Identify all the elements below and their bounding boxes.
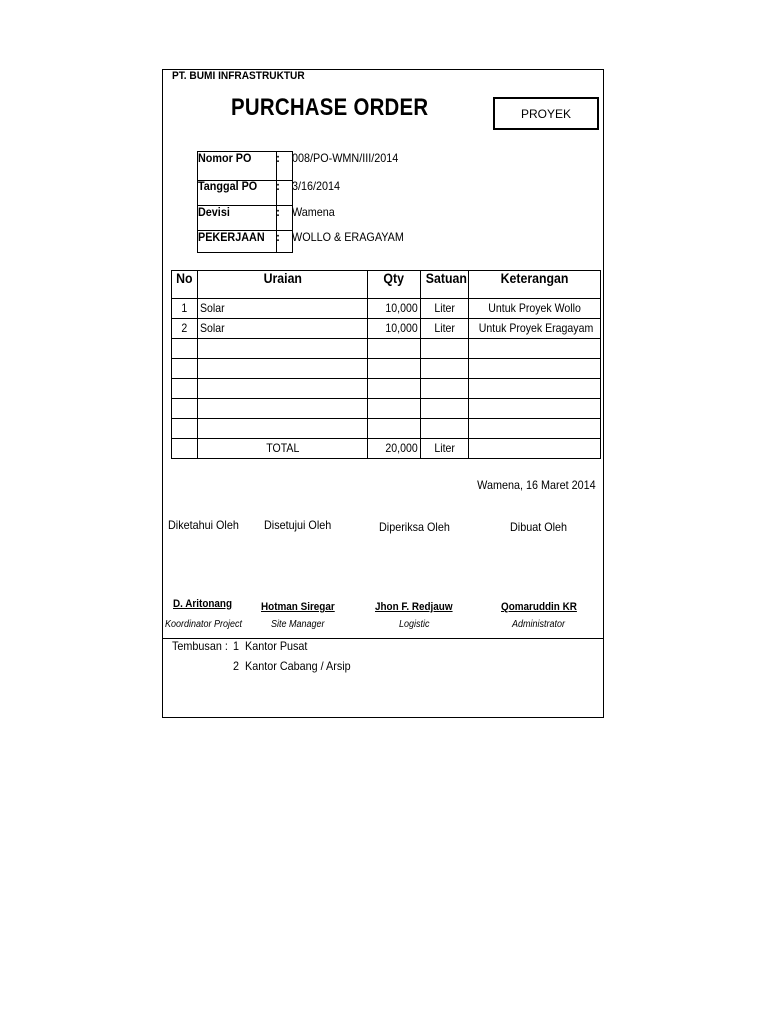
signature-label-approved: Disetujui Oleh bbox=[264, 518, 332, 532]
cell-unit: Liter bbox=[421, 299, 469, 319]
cc-item-text: Kantor Cabang / Arsip bbox=[245, 659, 351, 673]
cell-description: Solar bbox=[198, 299, 368, 319]
table-row bbox=[172, 419, 601, 439]
signature-label-checked: Diperiksa Oleh bbox=[379, 520, 450, 534]
cell-unit: Liter bbox=[421, 319, 469, 339]
signature-name-administrator: Qomaruddin KR bbox=[501, 601, 577, 613]
cc-item-number: 1 bbox=[233, 639, 240, 653]
document-title: PURCHASE ORDER bbox=[231, 94, 429, 121]
cell-unit bbox=[421, 379, 469, 399]
table-row bbox=[172, 319, 601, 339]
total-notes-blank bbox=[469, 439, 601, 459]
place-and-date: Wamena, 16 Maret 2014 bbox=[477, 478, 596, 492]
table-header-row bbox=[172, 271, 601, 299]
cell-qty bbox=[368, 419, 421, 439]
cell-notes bbox=[469, 339, 601, 359]
cell-unit bbox=[421, 399, 469, 419]
cc-item-text: Kantor Pusat bbox=[245, 639, 308, 653]
po-date-colon: : bbox=[276, 179, 280, 193]
cell-unit bbox=[421, 339, 469, 359]
cell-description bbox=[198, 379, 368, 399]
cell-qty: 10,000 bbox=[368, 319, 421, 339]
cell-no bbox=[172, 379, 198, 399]
signature-name-site-manager: Hotman Siregar bbox=[261, 601, 335, 613]
cc-label: Tembusan : bbox=[172, 639, 228, 653]
col-header-unit: Satuan bbox=[421, 271, 469, 299]
table-total-row bbox=[172, 439, 601, 459]
division-label: Devisi bbox=[198, 205, 230, 219]
total-cell-blank bbox=[172, 439, 198, 459]
cell-notes bbox=[469, 359, 601, 379]
cell-qty bbox=[368, 359, 421, 379]
division-value: Wamena bbox=[292, 205, 335, 219]
cell-notes bbox=[469, 399, 601, 419]
table-row bbox=[172, 359, 601, 379]
project-box bbox=[493, 97, 599, 130]
col-header-description: Uraian bbox=[198, 271, 368, 299]
cell-unit bbox=[421, 419, 469, 439]
cell-qty bbox=[368, 379, 421, 399]
footer-divider bbox=[163, 638, 603, 639]
cell-notes bbox=[469, 379, 601, 399]
col-header-no: No bbox=[172, 271, 198, 299]
job-value: WOLLO & ERAGAYAM bbox=[292, 230, 404, 244]
po-number-colon: : bbox=[276, 151, 280, 165]
project-box-label: PROYEK bbox=[520, 106, 571, 121]
signature-name-coordinator: D. Aritonang bbox=[173, 598, 233, 610]
items-table bbox=[171, 270, 601, 459]
cell-description bbox=[198, 419, 368, 439]
cell-notes: Untuk Proyek Wollo bbox=[469, 299, 601, 319]
table-row bbox=[172, 339, 601, 359]
po-number-label: Nomor PO bbox=[198, 151, 252, 165]
cell-notes: Untuk Proyek Eragayam bbox=[469, 319, 601, 339]
cell-no bbox=[172, 339, 198, 359]
total-label: TOTAL bbox=[198, 439, 368, 459]
signature-label-known: Diketahui Oleh bbox=[168, 518, 239, 532]
cell-no: 1 bbox=[172, 299, 198, 319]
col-header-qty: Qty bbox=[368, 271, 421, 299]
signature-role-logistic: Logistic bbox=[399, 619, 430, 630]
job-colon: : bbox=[276, 230, 280, 244]
cell-qty bbox=[368, 339, 421, 359]
cell-qty bbox=[368, 399, 421, 419]
po-date-label: Tanggal PO bbox=[198, 179, 258, 193]
cell-description bbox=[198, 399, 368, 419]
cell-description: Solar bbox=[198, 319, 368, 339]
table-row bbox=[172, 399, 601, 419]
signature-label-made: Dibuat Oleh bbox=[510, 520, 568, 534]
signature-role-administrator: Administrator bbox=[512, 619, 566, 630]
company-name: PT. BUMI INFRASTRUKTUR bbox=[172, 70, 305, 82]
total-unit: Liter bbox=[421, 439, 469, 459]
purchase-order-sheet bbox=[162, 69, 604, 718]
cell-notes bbox=[469, 419, 601, 439]
signature-name-logistic: Jhon F. Redjauw bbox=[375, 601, 453, 613]
cell-no bbox=[172, 359, 198, 379]
division-colon: : bbox=[276, 205, 280, 219]
cell-qty: 10,000 bbox=[368, 299, 421, 319]
signature-role-coordinator: Koordinator Project bbox=[165, 619, 243, 630]
po-date-value: 3/16/2014 bbox=[292, 179, 341, 193]
cell-no bbox=[172, 399, 198, 419]
cell-description bbox=[198, 359, 368, 379]
po-number-value: 008/PO-WMN/III/2014 bbox=[292, 151, 399, 165]
table-row bbox=[172, 299, 601, 319]
col-header-notes: Keterangan bbox=[469, 271, 601, 299]
table-row bbox=[172, 379, 601, 399]
total-qty: 20,000 bbox=[368, 439, 421, 459]
cell-unit bbox=[421, 359, 469, 379]
signature-role-site-manager: Site Manager bbox=[271, 619, 325, 630]
cc-item-number: 2 bbox=[233, 659, 240, 673]
cell-no: 2 bbox=[172, 319, 198, 339]
job-label: PEKERJAAN bbox=[198, 230, 265, 244]
cell-no bbox=[172, 419, 198, 439]
cell-description bbox=[198, 339, 368, 359]
